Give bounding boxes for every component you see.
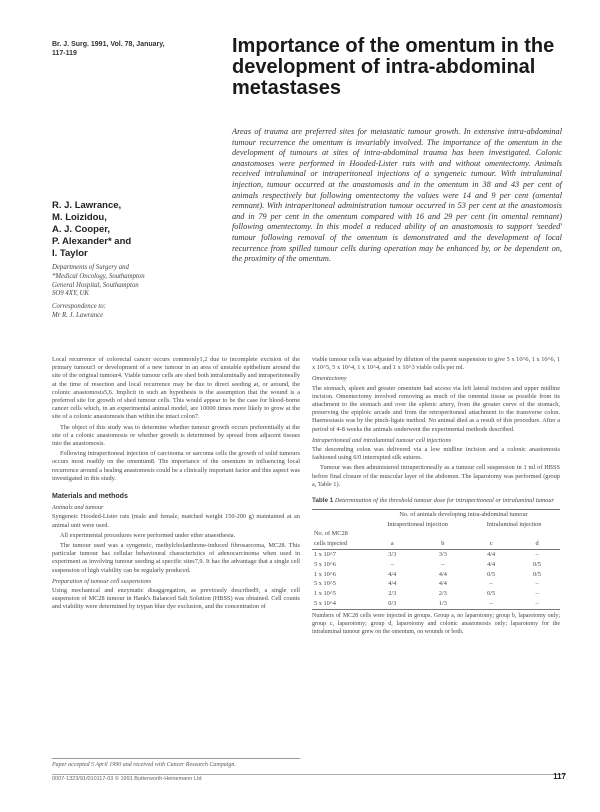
table-caption-text: Determination of the threshold tumour dose for intraperitoneal or intraluminal tumour — [334, 497, 554, 505]
author: R. J. Lawrance, — [52, 200, 122, 211]
affiliation-line: *Medical Oncology, Southampton — [52, 272, 145, 280]
table-caption — [312, 497, 560, 505]
author: M. Loizidou, — [52, 212, 107, 223]
animals-paragraph: All experimental procedures were performed under ether anaesthesia. — [60, 531, 236, 539]
table-cell: 0/5 — [532, 560, 542, 568]
prep-subheading: Preparation of tumour cell suspensions — [52, 577, 152, 585]
table-row — [312, 550, 560, 560]
table-row — [312, 570, 560, 580]
author: A. J. Cooper, — [52, 224, 111, 235]
table-cell: 4/4 — [388, 580, 397, 588]
table-cell: 0/5 — [532, 570, 542, 578]
injection-paragraph: The descending colon was delivered via a low midline incision and a colonic anastomosis fashioned using 6/0 interrupted silk sutures. — [312, 446, 560, 462]
citation-pages: 117-119 — [52, 50, 77, 57]
table-col-label: No. of MC28 — [314, 530, 348, 538]
table-col-label: cells injected — [312, 539, 367, 549]
prep-continued: viable tumour cells was adjusted by dilution of the parent suspension to give 5 x 10^6, 1 x 10^6, 1 x 10^5, 5 x 10^4, 1 x 10^4, and 1 x 10^3 viable cells per ml. — [312, 356, 560, 372]
footer-copyright: 0007-1323/91/010117-03 © 1991 Butterworth-Heinemann Ltd — [52, 776, 202, 782]
page-number: 117 — [553, 772, 566, 781]
omentectomy-paragraph: The stomach, spleen and greater omentum had access via left lateral incision and upper midline incision. Omentectomy involved removing as much of the omental tissue as possible from its attachment to the stomach and over the splenic artery, from the greater curve of the stomach, preserving the epiploic arcade and from the retroperitoneal attachment to the transverse colon. Haemostasis was by the pinch-ligate method. No animal died as a result of this procedure. After a period of 4-8 weeks the animals underwent the experimental methods described. — [312, 384, 560, 433]
omentectomy-subheading: Omentectomy — [312, 375, 347, 383]
table-col-letter: d — [514, 539, 560, 549]
table-cell: 3/3 — [388, 551, 397, 559]
table-subheader: Intraperitoneal injection — [387, 520, 448, 528]
table-cell-dose: 5 x 10^4 — [312, 599, 367, 609]
journal-citation — [52, 40, 222, 58]
table-cell: 2/3 — [388, 590, 397, 598]
affiliation-line: General Hospital, Southampton — [52, 281, 139, 289]
injection-paragraph: Tumour was then administered intraperitoneally as a tumour cell suspension in 1 ml of HBSS before final closure of the muscular layer of the abdomen. The laparotomy was performed (group a, Table 1). — [312, 464, 560, 488]
table-cell: 4/4 — [487, 551, 496, 559]
table-row — [312, 580, 560, 590]
prep-paragraph: Using mechanical and enzymatic disaggregation, as previously described9, a single cell suspension of MC28 tumour in Hank's Balanced Salt Solution (HBSS) was obtained. Cell counts and viability were determined by trypan blue dye exclusion, and the concentration of — [52, 587, 300, 611]
author: I. Taylor — [52, 248, 88, 259]
table-cell: – — [535, 590, 539, 598]
affiliation-line: SO9 4XY, UK — [52, 290, 89, 298]
correspondence-label: Correspondence to: — [52, 303, 106, 311]
table-cell: – — [441, 560, 445, 568]
table-cell: 0/5 — [487, 570, 496, 578]
author: P. Alexander* and — [52, 236, 132, 247]
body-column-right — [312, 356, 560, 636]
affiliation-line: Departments of Surgery and — [52, 264, 129, 271]
table-cell: 4/4 — [438, 570, 447, 578]
table-cell: – — [535, 580, 539, 588]
table-row — [312, 560, 560, 570]
threshold-dose-table — [312, 509, 560, 610]
table-cell: – — [535, 551, 539, 559]
table-cell: – — [514, 599, 560, 609]
table-cell: 4/4 — [388, 570, 397, 578]
abstract: Areas of trauma are preferred sites for metastatic tumour growth. In extensive intra-abdominal tumour recurrence the omentum is invariably involved. The importance of the omentum in the development of tumours at sites of intra-abdominal trauma has been investigated. Colonic anastomoses were performed in Hooded-Lister rats with and without omentectomy. Animals received intraluminal or intraperitoneal injections of a syngeneic tumour. With intraluminal injection, tumour occurred at the anastomosis and in the omentum in 38 and 43 per cent of animals respectively but following omentectomy the values were 14 and 9 per cent (omental remnant). With intraperitoneal administration tumour occurred in 53 per cent at the anastomosis and in 79 per cent in the omentum compared with 16 and 29 per cent (in omental remnant) following omentectomy. In this model a reduced ability of an anastomosis to support 'seeded' tumour following removal of the omentum is demonstrated and the development of local recurrence from spilled tumour cells during operation may be enhanced by, or be dependent on, the proximity of the omentum. — [232, 127, 562, 264]
table-note: Numbers of MC28 cells were injected in groups. Group a, no laparotomy; group b, laparotomy only; group c, laparotomy; group d, laparotomy and colonic anastomosis only; laparotomy for the intraluminal tumour grew on the omentum, on wounds or both. — [312, 613, 560, 635]
table-subheader: Intraluminal injection — [486, 520, 542, 528]
table-cell-dose: 5 x 10^5 — [314, 580, 336, 588]
table-caption-label: Table 1 — [312, 497, 334, 505]
table-cell-dose: 1 x 10^5 — [314, 590, 336, 598]
table-row — [312, 599, 560, 609]
affiliation — [52, 264, 222, 321]
injection-subheading: Intraperitoneal and intraluminal tumour cell injections — [312, 436, 452, 444]
animals-paragraph: Syngeneic Hooded-Lister rats (male and female, matched weight 150-200 g) maintained at an animal unit were used. — [52, 513, 300, 529]
intro-paragraph: The object of this study was to determine whether tumour growth occurs preferentially at the site of a colonic anastomosis or whether growth is determined by spread from adjacent tissues into the anastomosis. — [52, 423, 300, 448]
intro-paragraph: Local recurrence of colorectal cancer occurs commonly1,2 due to incomplete excision of the primary tumour3 or development of a new tumour in an area of unstable epithelium around the site of the original tumour4. Viable tumour cells are shed both intraluminally and intraperitoneally at the time of resection and local recurrence may be due to direct seeding at, or around, the colonic anastomosis5,6. Implicit in such an hypothesis is the assumption that the wound is a preferred site for growth of shed tumour cells. This would appear to be the case for blood-borne cancer cells which, in an experimental animal model, are 10000 times more likely to grow at the site of a colonic anastomosis than within the intact colon7. — [52, 356, 300, 421]
table-cell: – — [468, 599, 514, 609]
table-cell: 1/3 — [418, 599, 469, 609]
table-cell-dose: 1 x 10^7 — [314, 551, 336, 559]
table-group-header: No. of animals developing intra-abdominal tumour — [367, 510, 560, 520]
table-cell: 4/4 — [487, 560, 496, 568]
table-cell: – — [489, 580, 493, 588]
author-list — [52, 200, 222, 260]
methods-heading: Materials and methods — [52, 493, 128, 501]
citation-journal: Br. J. Surg. 1991, Vol. 78, January, — [52, 41, 165, 48]
table-cell-dose: 5 x 10^6 — [314, 560, 336, 568]
table-cell: – — [390, 560, 394, 568]
table-row — [312, 589, 560, 599]
animals-subheading: Animals and tumour — [52, 504, 104, 512]
table-cell: 4/4 — [438, 580, 447, 588]
table-col-letter: b — [418, 539, 469, 549]
table-cell: 3/3 — [438, 551, 447, 559]
correspondence-name: Mr R. J. Lawrance — [52, 311, 104, 319]
table-cell: 0/3 — [367, 599, 418, 609]
footer-rule — [52, 774, 566, 775]
table-col-letter: c — [468, 539, 514, 549]
article-title: Importance of the omentum in the development of intra-abdominal metastases — [232, 35, 555, 99]
table-cell-dose: 1 x 10^6 — [314, 570, 336, 578]
table-cell: 0/5 — [487, 590, 496, 598]
table-cell: 2/3 — [438, 590, 447, 598]
body-column-left — [52, 356, 300, 614]
animals-paragraph: The tumour used was a syngeneic, methylcholanthrene-induced fibrosarcoma, MC28. This particular tumour has cellular behavioural characteristics of adenocarcinoma when used in experiment as involving tumour seeding at specific sites7,9. It has the advantage that a single cell suspension of high viability can be regularly produced. — [52, 542, 300, 574]
footnote: Paper accepted 5 April 1990 and received with Cancer Research Campaign. — [52, 758, 300, 768]
table-col-letter: a — [367, 539, 418, 549]
intro-paragraph: Following intraperitoneal injection of carcinoma or sarcoma cells the growth of solid tumours occurs most readily on the omentum8. The importance of the omentum in influencing local recurrence around a healing anastomosis could be a clinically important factor and this aspect was investigated in this study. — [52, 450, 300, 482]
